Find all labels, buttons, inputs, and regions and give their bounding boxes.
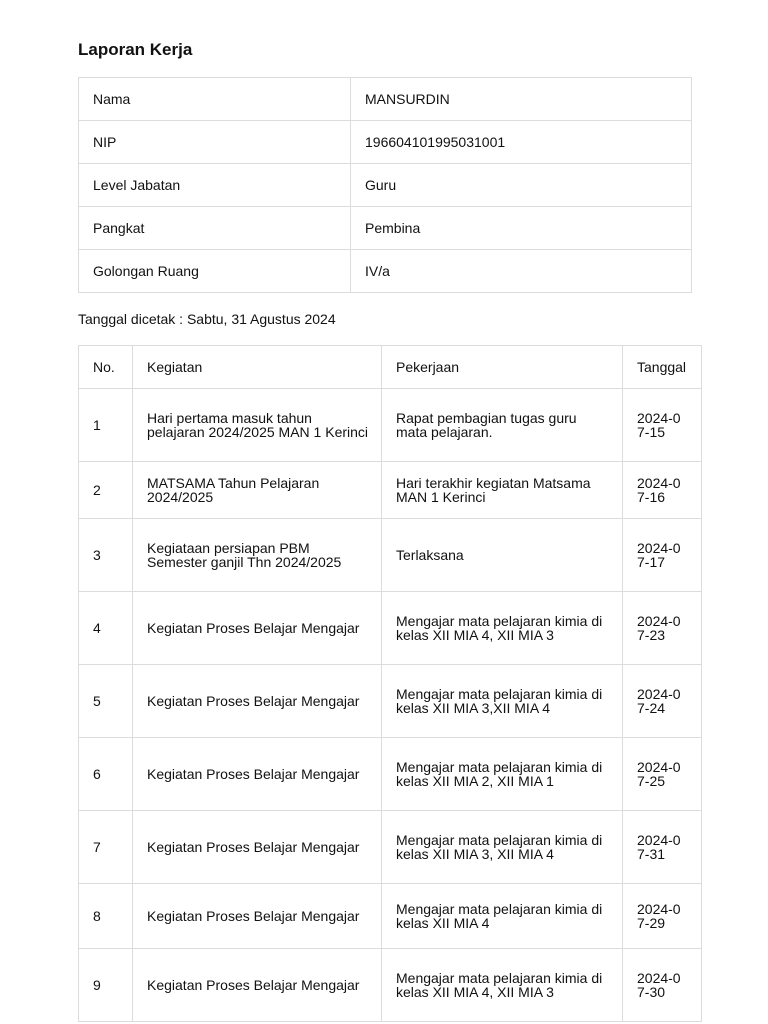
cell-kegiatan: Kegiatan Proses Belajar Mengajar bbox=[133, 738, 382, 811]
info-label: NIP bbox=[79, 121, 351, 164]
cell-kegiatan: Kegiatan Proses Belajar Mengajar bbox=[133, 949, 382, 1022]
cell-tanggal: 2024-07-16 bbox=[623, 462, 702, 519]
table-row bbox=[79, 949, 702, 1022]
cell-kegiatan: Kegiataan persiapan PBM Semester ganjil Thn 2024/2025 bbox=[133, 519, 382, 592]
info-label: Pangkat bbox=[79, 207, 351, 250]
cell-no: 7 bbox=[79, 811, 133, 884]
cell-no: 5 bbox=[79, 665, 133, 738]
cell-pekerjaan: Rapat pembagian tugas guru mata pelajaran. bbox=[382, 389, 623, 462]
cell-tanggal: 2024-07-31 bbox=[623, 811, 702, 884]
info-label: Golongan Ruang bbox=[79, 250, 351, 293]
info-row bbox=[79, 250, 692, 293]
cell-kegiatan: Kegiatan Proses Belajar Mengajar bbox=[133, 884, 382, 949]
cell-pekerjaan: Mengajar mata pelajaran kimia di kelas XII MIA 2, XII MIA 1 bbox=[382, 738, 623, 811]
cell-tanggal: 2024-07-24 bbox=[623, 665, 702, 738]
info-label: Nama bbox=[79, 78, 351, 121]
table-row bbox=[79, 462, 702, 519]
cell-no: 9 bbox=[79, 949, 133, 1022]
cell-no: 3 bbox=[79, 519, 133, 592]
cell-tanggal: 2024-07-23 bbox=[623, 592, 702, 665]
info-value: IV/a bbox=[351, 250, 692, 293]
info-value: Pembina bbox=[351, 207, 692, 250]
cell-tanggal: 2024-07-17 bbox=[623, 519, 702, 592]
header-tanggal: Tanggal bbox=[623, 346, 702, 389]
cell-pekerjaan: Mengajar mata pelajaran kimia di kelas XII MIA 4, XII MIA 3 bbox=[382, 592, 623, 665]
cell-kegiatan: MATSAMA Tahun Pelajaran 2024/2025 bbox=[133, 462, 382, 519]
page-title: Laporan Kerja bbox=[78, 40, 193, 59]
info-value: Guru bbox=[351, 164, 692, 207]
table-row bbox=[79, 592, 702, 665]
cell-no: 2 bbox=[79, 462, 133, 519]
cell-pekerjaan: Mengajar mata pelajaran kimia di kelas XII MIA 4 bbox=[382, 884, 623, 949]
table-header-row bbox=[79, 346, 702, 389]
activity-table bbox=[78, 345, 702, 1022]
table-row bbox=[79, 519, 702, 592]
info-value: 196604101995031001 bbox=[351, 121, 692, 164]
info-row bbox=[79, 121, 692, 164]
cell-no: 4 bbox=[79, 592, 133, 665]
header-kegiatan: Kegiatan bbox=[133, 346, 382, 389]
cell-kegiatan: Hari pertama masuk tahun pelajaran 2024/2025 MAN 1 Kerinci bbox=[133, 389, 382, 462]
cell-kegiatan: Kegiatan Proses Belajar Mengajar bbox=[133, 665, 382, 738]
cell-no: 6 bbox=[79, 738, 133, 811]
cell-tanggal: 2024-07-25 bbox=[623, 738, 702, 811]
cell-tanggal: 2024-07-15 bbox=[623, 389, 702, 462]
cell-tanggal: 2024-07-29 bbox=[623, 884, 702, 949]
table-row bbox=[79, 389, 702, 462]
cell-pekerjaan: Terlaksana bbox=[382, 519, 623, 592]
table-row bbox=[79, 665, 702, 738]
table-row bbox=[79, 811, 702, 884]
info-row bbox=[79, 164, 692, 207]
cell-pekerjaan: Mengajar mata pelajaran kimia di kelas XII MIA 3,XII MIA 4 bbox=[382, 665, 623, 738]
cell-kegiatan: Kegiatan Proses Belajar Mengajar bbox=[133, 592, 382, 665]
cell-no: 1 bbox=[79, 389, 133, 462]
table-row bbox=[79, 738, 702, 811]
employee-info-table bbox=[78, 77, 692, 293]
cell-pekerjaan: Mengajar mata pelajaran kimia di kelas XII MIA 3, XII MIA 4 bbox=[382, 811, 623, 884]
printed-date: Tanggal dicetak : Sabtu, 31 Agustus 2024 bbox=[78, 311, 336, 327]
info-row bbox=[79, 78, 692, 121]
cell-pekerjaan: Mengajar mata pelajaran kimia di kelas XII MIA 4, XII MIA 3 bbox=[382, 949, 623, 1022]
cell-pekerjaan: Hari terakhir kegiatan Matsama MAN 1 Kerinci bbox=[382, 462, 623, 519]
info-label: Level Jabatan bbox=[79, 164, 351, 207]
table-row bbox=[79, 884, 702, 949]
info-row bbox=[79, 207, 692, 250]
cell-no: 8 bbox=[79, 884, 133, 949]
cell-tanggal: 2024-07-30 bbox=[623, 949, 702, 1022]
header-pekerjaan: Pekerjaan bbox=[382, 346, 623, 389]
header-no: No. bbox=[79, 346, 133, 389]
info-value: MANSURDIN bbox=[351, 78, 692, 121]
cell-kegiatan: Kegiatan Proses Belajar Mengajar bbox=[133, 811, 382, 884]
